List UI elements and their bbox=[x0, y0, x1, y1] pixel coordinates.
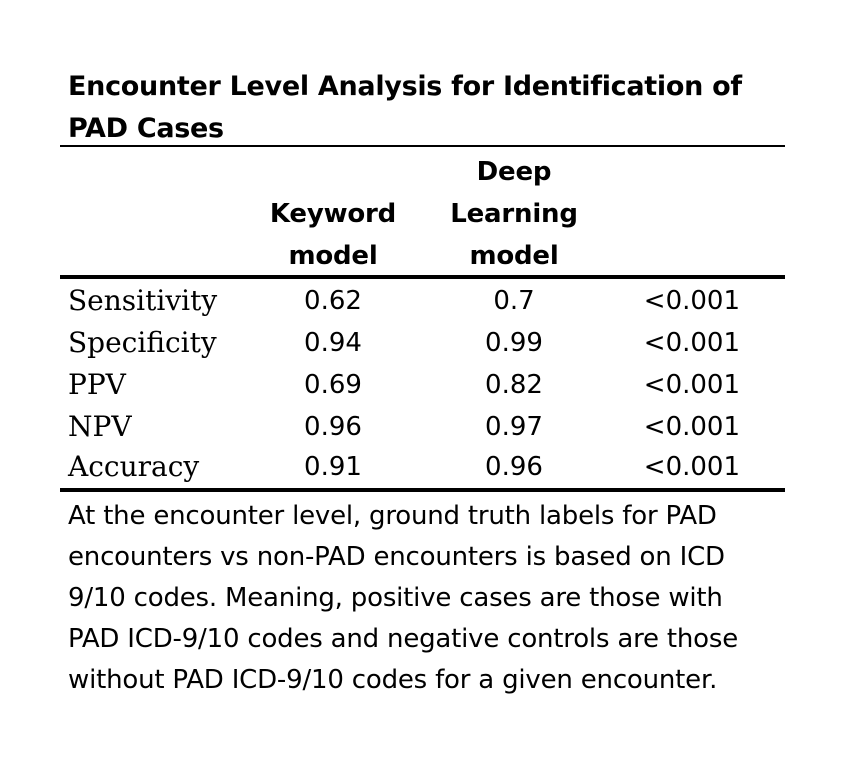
keyword-value: 0.94 bbox=[304, 328, 362, 358]
column-header-keyword bbox=[263, 193, 403, 277]
deep-learning-value: 0.82 bbox=[485, 370, 543, 400]
table-row bbox=[0, 406, 845, 448]
table-title: Encounter Level Analysis for Identification of PAD Cases bbox=[68, 71, 742, 144]
deep-learning-value: 0.7 bbox=[493, 286, 535, 316]
bottom-rule bbox=[60, 488, 785, 492]
row-label: NPV bbox=[68, 410, 132, 443]
keyword-value: 0.96 bbox=[304, 412, 362, 442]
footnote-line: At the encounter level, ground truth labels for PAD bbox=[68, 501, 717, 531]
column-header-deep-learning-line-3: model bbox=[469, 241, 559, 271]
table-footnote bbox=[68, 496, 780, 701]
row-label: Accuracy bbox=[68, 450, 200, 483]
column-header-keyword-line-1: Keyword bbox=[269, 199, 397, 229]
p-value: <0.001 bbox=[643, 286, 740, 316]
row-label: Sensitivity bbox=[68, 284, 218, 317]
column-header-deep-learning-line-2: Learning bbox=[450, 199, 578, 229]
top-rule bbox=[60, 145, 785, 147]
row-label: Specificity bbox=[68, 326, 217, 359]
table-row bbox=[0, 364, 845, 406]
keyword-value: 0.62 bbox=[304, 286, 362, 316]
row-label: PPV bbox=[68, 368, 126, 401]
table-row bbox=[0, 280, 845, 322]
p-value: <0.001 bbox=[643, 412, 740, 442]
table-row bbox=[0, 322, 845, 364]
p-value: <0.001 bbox=[643, 328, 740, 358]
column-header-deep-learning bbox=[444, 151, 584, 277]
footnote-line: encounters vs non-PAD encounters is based on ICD bbox=[68, 542, 725, 572]
deep-learning-value: 0.99 bbox=[485, 328, 543, 358]
table-row bbox=[0, 446, 845, 488]
footnote-line: 9/10 codes. Meaning, positive cases are those with bbox=[68, 583, 723, 613]
column-header-keyword-line-2: model bbox=[288, 241, 378, 271]
p-value: <0.001 bbox=[643, 452, 740, 482]
column-header-deep-learning-line-1: Deep bbox=[476, 157, 552, 187]
deep-learning-value: 0.96 bbox=[485, 452, 543, 482]
footnote-line: without PAD ICD-9/10 codes for a given encounter. bbox=[68, 665, 718, 695]
header-rule bbox=[60, 275, 785, 279]
keyword-value: 0.69 bbox=[304, 370, 362, 400]
deep-learning-value: 0.97 bbox=[485, 412, 543, 442]
footnote-line: PAD ICD-9/10 codes and negative controls are those bbox=[68, 624, 738, 654]
keyword-value: 0.91 bbox=[304, 452, 362, 482]
p-value: <0.001 bbox=[643, 370, 740, 400]
